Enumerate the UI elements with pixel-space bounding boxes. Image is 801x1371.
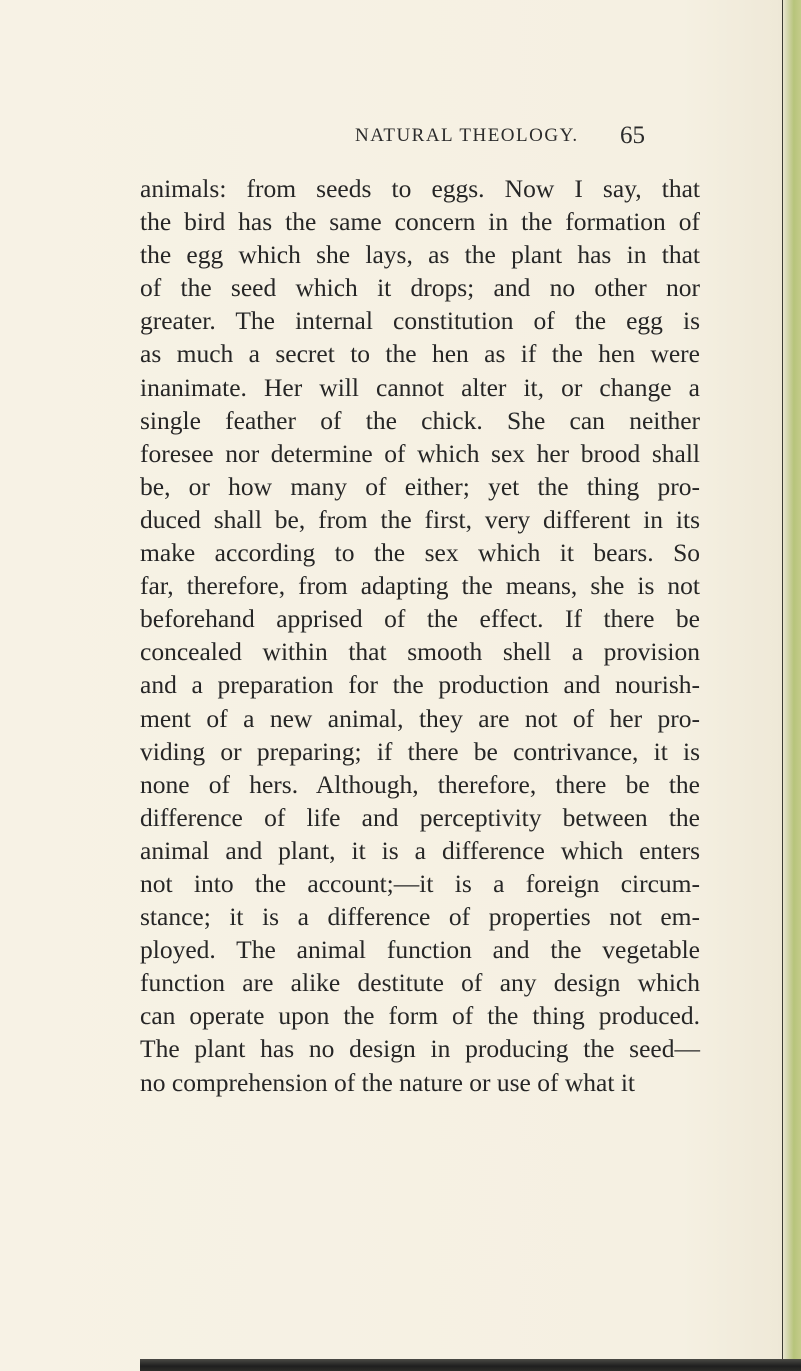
text-line: make according to the sex which it bears. So: [140, 538, 700, 568]
text-line: far, therefore, from adapting the means, she is not: [140, 571, 700, 601]
text-line: can operate upon the form of the thing produced.: [140, 1001, 700, 1031]
page-header: [0, 122, 801, 155]
text-line: The plant has no design in producing the seed—: [140, 1034, 700, 1064]
running-title: NATURAL THEOLOGY.: [355, 125, 579, 146]
page-number: 65: [620, 122, 645, 149]
text-line: viding or preparing; if there be contrivance, it is: [140, 736, 700, 766]
text-line: of the seed which it drops; and no other nor: [140, 273, 700, 303]
text-line: animals: from seeds to eggs. Now I say, that: [140, 174, 700, 203]
body-text: [140, 172, 700, 1099]
text-line: animal and plant, it is a difference which enters: [140, 835, 700, 865]
text-line: inanimate. Her will cannot alter it, or change a: [140, 372, 700, 402]
book-edge: [783, 0, 801, 1371]
text-line: not into the account;—it is a foreign circum-: [140, 868, 700, 898]
text-line: ment of a new animal, they are not of her pro-: [140, 703, 700, 733]
text-line: ployed. The animal function and the vegetable: [140, 935, 700, 965]
text-line: difference of life and perceptivity between the: [140, 802, 700, 832]
text-line: and a preparation for the production and nourish-: [140, 670, 700, 700]
text-line: the egg which she lays, as the plant has in that: [140, 240, 700, 270]
text-line: concealed within that smooth shell a provision: [140, 637, 700, 667]
text-line: duced shall be, from the first, very different in its: [140, 504, 700, 534]
text-line: the bird has the same concern in the formation of: [140, 207, 700, 237]
text-line: stance; it is a difference of properties not em-: [140, 902, 700, 932]
text-line: function are alike destitute of any design which: [140, 968, 700, 998]
text-line: beforehand apprised of the effect. If there be: [140, 604, 700, 634]
text-line: single feather of the chick. She can neither: [140, 405, 700, 435]
text-line: foresee nor determine of which sex her brood shall: [140, 438, 700, 468]
text-line: as much a secret to the hen as if the hen were: [140, 339, 700, 369]
text-line: no comprehension of the nature or use of what it: [140, 1067, 635, 1097]
text-line: greater. The internal constitution of the egg is: [140, 306, 700, 336]
text-line: none of hers. Although, therefore, there be the: [140, 769, 700, 799]
text-line: be, or how many of either; yet the thing pro-: [140, 471, 700, 501]
bottom-shadow: [140, 1359, 801, 1371]
